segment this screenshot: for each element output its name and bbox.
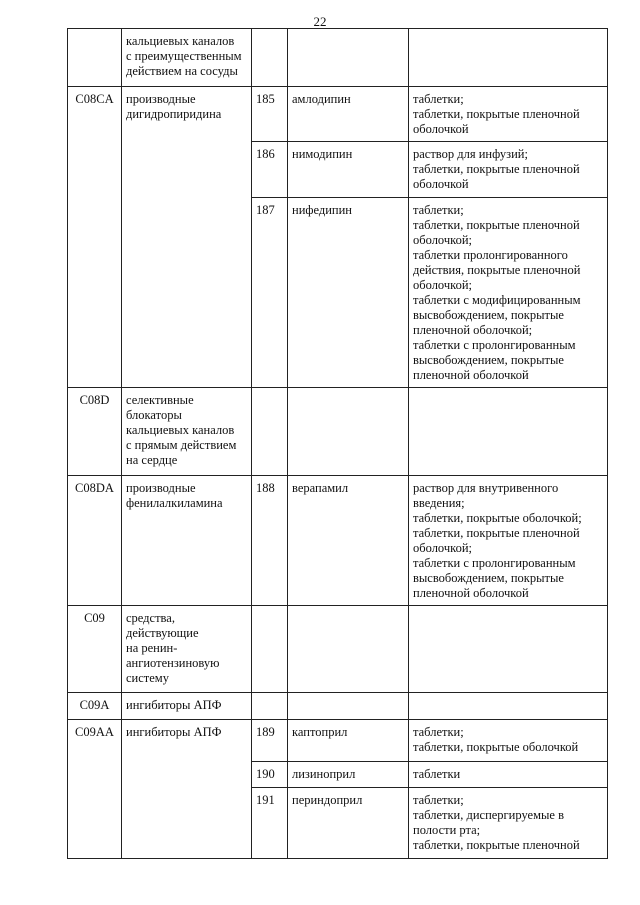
group-line: на ренин- bbox=[126, 641, 178, 655]
group-line: кальциевых каналов bbox=[126, 423, 235, 437]
number-cell bbox=[252, 388, 288, 476]
dosage-form-line: таблетки; bbox=[413, 793, 464, 807]
number-cell: 189 bbox=[252, 720, 288, 762]
dosage-form-line: таблетки, покрытые пленочной bbox=[413, 107, 580, 121]
atc-code-cell: C09 bbox=[68, 606, 122, 693]
dosage-form-line: таблетки с пролонгированным bbox=[413, 338, 576, 352]
dosage-forms-cell bbox=[409, 606, 608, 693]
atc-code-cell bbox=[68, 29, 122, 87]
atc-code-cell: C08DA bbox=[68, 476, 122, 606]
dosage-form-line: таблетки с пролонгированным bbox=[413, 556, 576, 570]
drug-name-cell bbox=[288, 693, 409, 720]
atc-code-cell: C09A bbox=[68, 693, 122, 720]
dosage-form-line: таблетки, покрытые пленочной bbox=[413, 162, 580, 176]
dosage-form-line: таблетки; bbox=[413, 203, 464, 217]
group-line: дигидропиридина bbox=[126, 107, 222, 121]
table-row bbox=[68, 606, 608, 693]
dosage-form-line: таблетки; bbox=[413, 725, 464, 739]
drug-name-cell bbox=[288, 388, 409, 476]
dosage-forms-cell bbox=[409, 29, 608, 87]
group-line: блокаторы bbox=[126, 408, 182, 422]
dosage-form-line: высвобождением, покрытые bbox=[413, 353, 564, 367]
dosage-form-line: пленочной оболочкой; bbox=[413, 323, 533, 337]
dosage-forms-cell bbox=[409, 476, 608, 606]
dosage-form-line: раствор для инфузий; bbox=[413, 147, 528, 161]
number-cell: 190 bbox=[252, 762, 288, 788]
group-line: ингибиторы АПФ bbox=[126, 698, 222, 712]
page-number: 22 bbox=[313, 14, 327, 29]
table-row bbox=[68, 693, 608, 720]
group-line: кальциевых каналов bbox=[126, 34, 235, 48]
group-line: производные bbox=[126, 481, 196, 495]
group-line: с преимущественным bbox=[126, 49, 242, 63]
group-cell bbox=[122, 87, 252, 388]
group-line: производные bbox=[126, 92, 196, 106]
table-row bbox=[68, 29, 608, 87]
dosage-form-line: таблетки пролонгированного bbox=[413, 248, 568, 262]
table-row bbox=[68, 388, 608, 476]
group-line: с прямым действием bbox=[126, 438, 237, 452]
number-cell: 185 bbox=[252, 87, 288, 142]
group-line: на сердце bbox=[126, 453, 178, 467]
group-cell bbox=[122, 476, 252, 606]
dosage-forms-cell bbox=[409, 87, 608, 142]
dosage-forms-cell bbox=[409, 198, 608, 388]
drug-name-cell: каптоприл bbox=[288, 720, 409, 762]
table-row bbox=[68, 476, 608, 606]
dosage-form-line: пленочной оболочкой bbox=[413, 368, 529, 382]
group-cell bbox=[122, 388, 252, 476]
number-cell: 191 bbox=[252, 788, 288, 859]
dosage-form-line: действия, покрытые пленочной bbox=[413, 263, 581, 277]
dosage-form-line: оболочкой; bbox=[413, 233, 472, 247]
group-cell bbox=[122, 29, 252, 87]
number-cell: 188 bbox=[252, 476, 288, 606]
group-line: действием на сосуды bbox=[126, 64, 238, 78]
atc-code-cell: C08CA bbox=[68, 87, 122, 388]
dosage-form-line: таблетки, покрытые пленочной bbox=[413, 526, 580, 540]
group-line: селективные bbox=[126, 393, 194, 407]
drug-name-cell bbox=[288, 29, 409, 87]
group-cell bbox=[122, 693, 252, 720]
dosage-form-line: таблетки, покрытые оболочкой; bbox=[413, 511, 582, 525]
number-cell: 187 bbox=[252, 198, 288, 388]
drug-name-cell bbox=[288, 606, 409, 693]
dosage-form-line: таблетки, покрытые пленочной bbox=[413, 218, 580, 232]
group-cell bbox=[122, 606, 252, 693]
group-line: ангиотензиновую bbox=[126, 656, 220, 670]
dosage-form-line: пленочной оболочкой bbox=[413, 586, 529, 600]
group-line: систему bbox=[126, 671, 169, 685]
atc-code-cell: C08D bbox=[68, 388, 122, 476]
dosage-form-line: оболочкой; bbox=[413, 541, 472, 555]
dosage-form-line: оболочкой bbox=[413, 177, 469, 191]
dosage-forms-cell bbox=[409, 693, 608, 720]
dosage-forms-cell bbox=[409, 388, 608, 476]
group-line: ингибиторы АПФ bbox=[126, 725, 222, 739]
dosage-form-line: полости рта; bbox=[413, 823, 481, 837]
dosage-form-line: оболочкой bbox=[413, 122, 469, 136]
dosage-form-line: высвобождением, покрытые bbox=[413, 308, 564, 322]
dosage-forms-cell bbox=[409, 788, 608, 859]
table-row bbox=[68, 720, 608, 762]
dosage-forms-cell bbox=[409, 720, 608, 762]
group-cell bbox=[122, 720, 252, 859]
dosage-form-line: таблетки; bbox=[413, 92, 464, 106]
number-cell bbox=[252, 29, 288, 87]
drug-name-cell: верапамил bbox=[288, 476, 409, 606]
dosage-form-line: оболочкой; bbox=[413, 278, 472, 292]
dosage-form-line: таблетки, покрытые пленочной bbox=[413, 838, 580, 852]
group-line: фенилалкиламина bbox=[126, 496, 223, 510]
group-line: действующие bbox=[126, 626, 199, 640]
drug-table bbox=[67, 28, 608, 859]
dosage-form-line: введения; bbox=[413, 496, 465, 510]
table-row bbox=[68, 87, 608, 142]
drug-name-cell: периндоприл bbox=[288, 788, 409, 859]
dosage-form-line: таблетки с модифицированным bbox=[413, 293, 581, 307]
atc-code-cell: C09AA bbox=[68, 720, 122, 859]
number-cell bbox=[252, 606, 288, 693]
dosage-form-line: высвобождением, покрытые bbox=[413, 571, 564, 585]
dosage-forms-cell bbox=[409, 762, 608, 788]
drug-name-cell: нимодипин bbox=[288, 142, 409, 198]
dosage-forms-cell bbox=[409, 142, 608, 198]
dosage-form-line: таблетки, диспергируемые в bbox=[413, 808, 564, 822]
drug-name-cell: нифедипин bbox=[288, 198, 409, 388]
dosage-form-line: таблетки bbox=[413, 767, 461, 781]
dosage-form-line: раствор для внутривенного bbox=[413, 481, 559, 495]
number-cell bbox=[252, 693, 288, 720]
dosage-form-line: таблетки, покрытые оболочкой bbox=[413, 740, 579, 754]
drug-name-cell: амлодипин bbox=[288, 87, 409, 142]
drug-name-cell: лизиноприл bbox=[288, 762, 409, 788]
group-line: средства, bbox=[126, 611, 175, 625]
number-cell: 186 bbox=[252, 142, 288, 198]
